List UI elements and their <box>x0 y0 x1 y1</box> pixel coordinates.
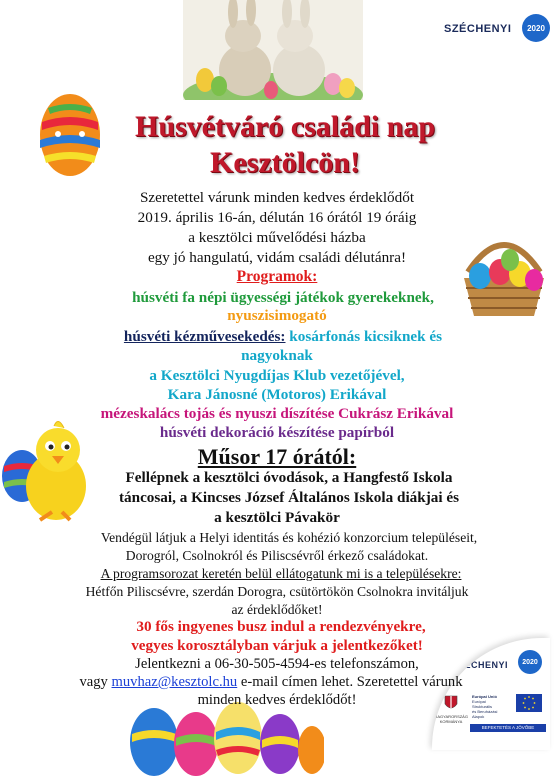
guests-line-2: Dorogról, Csolnokról és Piliscsévről érkező családokat. <box>125 548 429 563</box>
programs-line-3: nagyoknak <box>241 347 313 364</box>
musor-performers-2: táncosai, a Kincses József Általános Iskola diákjai és <box>118 489 460 506</box>
contact-line-1: Jelentkezni a 06-30-505-4594-es telefonszámon, <box>135 656 419 672</box>
eu-line-2: Európai Strukturális <box>472 699 493 709</box>
eu-bottom-bar <box>470 724 546 732</box>
crafts-text: kosárfonás kicsiknek és <box>285 328 443 345</box>
musor-performers-3: a kesztölci Pávakör <box>214 509 340 526</box>
guests-line-1: Vendégül látjuk a Helyi identitás és kohézió konzorcium településeit, <box>100 530 478 545</box>
programs-heading: Programok: <box>236 268 318 285</box>
musor-performers-1: Fellépnek a kesztölci óvodások, a Hangfestő Iskola <box>125 469 453 486</box>
intro-line-3: a kesztölci művelődési házba <box>188 229 366 246</box>
programs-line-1b: nyuszisimogató <box>227 307 327 324</box>
bus-line-2: vegyes korosztályban várjuk a jelentkezőket! <box>131 637 423 654</box>
eu-panel-szechenyi-year: 2020 <box>522 658 538 666</box>
bus-line-1: 30 fős ingyenes busz indul a rendezvényekre, <box>136 618 426 635</box>
guests-line-4: Hétfőn Piliscsévre, szerdán Dorogra, csütörtökön Csolnokra invitáljuk <box>85 584 469 599</box>
intro-line-2: 2019. április 16-án, délután 16 órától 19 óráig <box>137 209 417 226</box>
crafts-label: húsvéti kézművesekedés: <box>123 328 286 345</box>
eu-line-3: és Beruházási Alapok <box>472 709 498 719</box>
programs-line-6: mézeskalács tojás és nyuszi díszítése Cukrász Erikával <box>100 405 454 422</box>
easter-bunnies-image <box>183 0 363 100</box>
eu-line-1: Európai Unió <box>472 694 497 699</box>
programs-line-5: Kara Jánosné (Motoros) Erikával <box>167 386 387 403</box>
intro-line-4: egy jó hangulatú, vidám családi délutánra! <box>147 249 407 266</box>
hungarian-government-caption: MAGYARORSZÁG KORMÁNYA <box>434 714 468 724</box>
programs-line-7: húsvéti dekoráció készítése papírból <box>159 424 395 441</box>
programs-line-1: húsvéti fa népi ügyességi játékok gyerekeknek, <box>132 289 434 306</box>
intro-line-1: Szeretettel várunk minden kedves érdeklődőt <box>139 189 415 206</box>
szechenyi-logo <box>444 14 550 46</box>
programs-line-2 <box>6 327 554 346</box>
contact-line-2 <box>0 673 548 692</box>
guests-line-5: az érdeklődőket! <box>231 602 323 617</box>
szechenyi-logo-text: SZÉCHENYI <box>444 23 512 35</box>
eu-bottom-bar-text: BEFEKTETÉS A JÖVŐBE <box>481 725 535 730</box>
musor-heading: Műsor 17 órától: <box>197 444 357 469</box>
szechenyi-logo-badge <box>522 14 550 42</box>
szechenyi-logo-year: 2020 <box>527 23 545 33</box>
eu-panel-szechenyi-text: SZÉCHENYI <box>452 660 509 670</box>
contact-line-3: minden kedves érdeklődőt! <box>197 692 357 708</box>
contact-prefix: vagy <box>79 674 112 690</box>
programs-line-4: a Kesztölci Nyugdíjas Klub vezetőjével, <box>149 367 405 384</box>
title-line-2: Kesztölcön! <box>210 146 360 179</box>
title-line-1: Húsvétváró családi nap <box>134 110 436 143</box>
contact-suffix: e-mail címen lehet. Szeretettel várunk <box>237 674 463 690</box>
guests-line-3: A programsorozat keretén belül ellátogatunk mi is a településekre: <box>100 566 462 581</box>
email-link[interactable]: muvhaz@kesztolc.hu <box>111 674 238 690</box>
